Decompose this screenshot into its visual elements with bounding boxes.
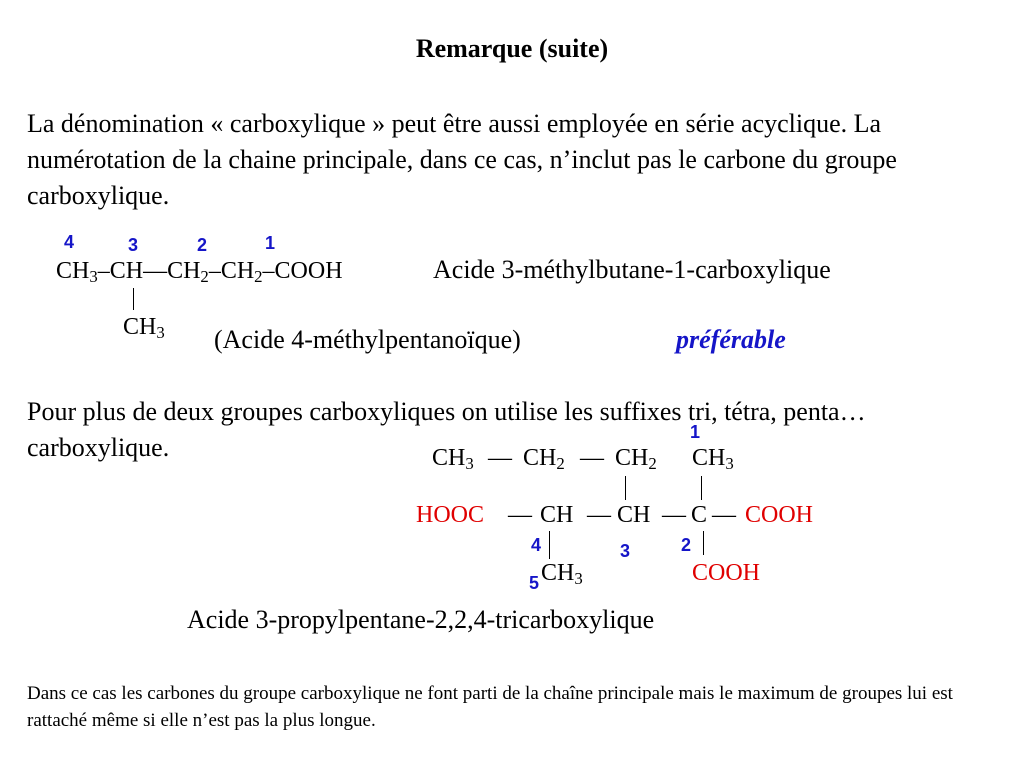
formula-ch2-a: $CH_2$ [167,258,209,287]
row2-ch-a: CH [540,502,574,528]
row2-bond-2: — [587,502,611,528]
row1-ch3-b: $CH_3$ [692,445,734,474]
row2-ch-b: CH [617,502,651,528]
bond-vertical [133,288,134,310]
row2-bond-4: — [712,502,736,528]
row2-hooc: HOOC [416,502,485,528]
carbon-number-2: 2 [681,535,692,555]
bond-vertical-3 [549,531,550,559]
page-title: Remarque (suite) [415,34,609,63]
row1-ch2-a: $CH_2$ [523,445,565,474]
formula-cooh: COOH [274,258,343,284]
carbon-number-2: 2 [197,235,208,255]
row1-ch3: $CH_3$ [432,445,474,474]
formula-ch2-b: $CH_2$ [220,258,263,287]
condensed-formula-1: $CH_3-CH—CH_2-CH_2$–COOH [56,258,343,287]
row2-bond-3: — [662,502,686,528]
bond-vertical-4 [703,531,704,555]
formula-ch3: $CH_3$ [56,258,98,287]
carbon-number-5: 5 [529,573,540,593]
preferable-label: préférable [676,325,786,354]
second-paragraph: Pour plus de deux groupes carboxyliques on utilise les suffixes tri, tétra, penta…carboxylique. [27,397,866,462]
formula-row-1 [432,445,474,472]
row2-bond-1: — [508,502,532,528]
row3-ch3: $CH_3$ [541,560,583,589]
carbon-number-4: 4 [64,232,75,252]
footnote: Dans ce cas les carbones du groupe carboxylique ne font parti de la chaîne principale mais le maximum de groupes lui est rattaché même si elle n’est pas la plus longue. [27,683,953,731]
carbon-number-1: 1 [690,422,701,442]
formula-branch-ch3: $CH_3$ [123,314,165,343]
carbon-number-3: 3 [128,235,139,255]
row3-cooh: COOH [692,560,761,586]
row1-ch2-b: $CH_2$ [615,445,657,474]
intro-paragraph: La dénomination « carboxylique » peut être aussi employée en série acyclique. La numérotation de la chaine principale, dans ce cas, n’inclut pas le carbone du groupe carboxylique. [27,109,897,210]
molecule-1-alt-name: (Acide 4-méthylpentanoïque) [214,325,521,354]
molecule-2-name: Acide 3-propylpentane-2,2,4-tricarboxylique [187,605,655,634]
carbon-number-4: 4 [531,535,542,555]
carbon-number-1: 1 [265,233,276,253]
row2-cooh: COOH [745,502,814,528]
carbon-number-3: 3 [620,541,631,561]
molecule-1-name: Acide 3-méthylbutane-1-carboxylique [433,255,831,284]
row1-bond-1: — [488,445,512,471]
row1-bond-2: — [580,445,604,471]
formula-ch: CH [109,258,144,284]
bond-vertical-2 [701,476,702,500]
row2-c: C [691,502,708,528]
bond-vertical-1 [625,476,626,500]
